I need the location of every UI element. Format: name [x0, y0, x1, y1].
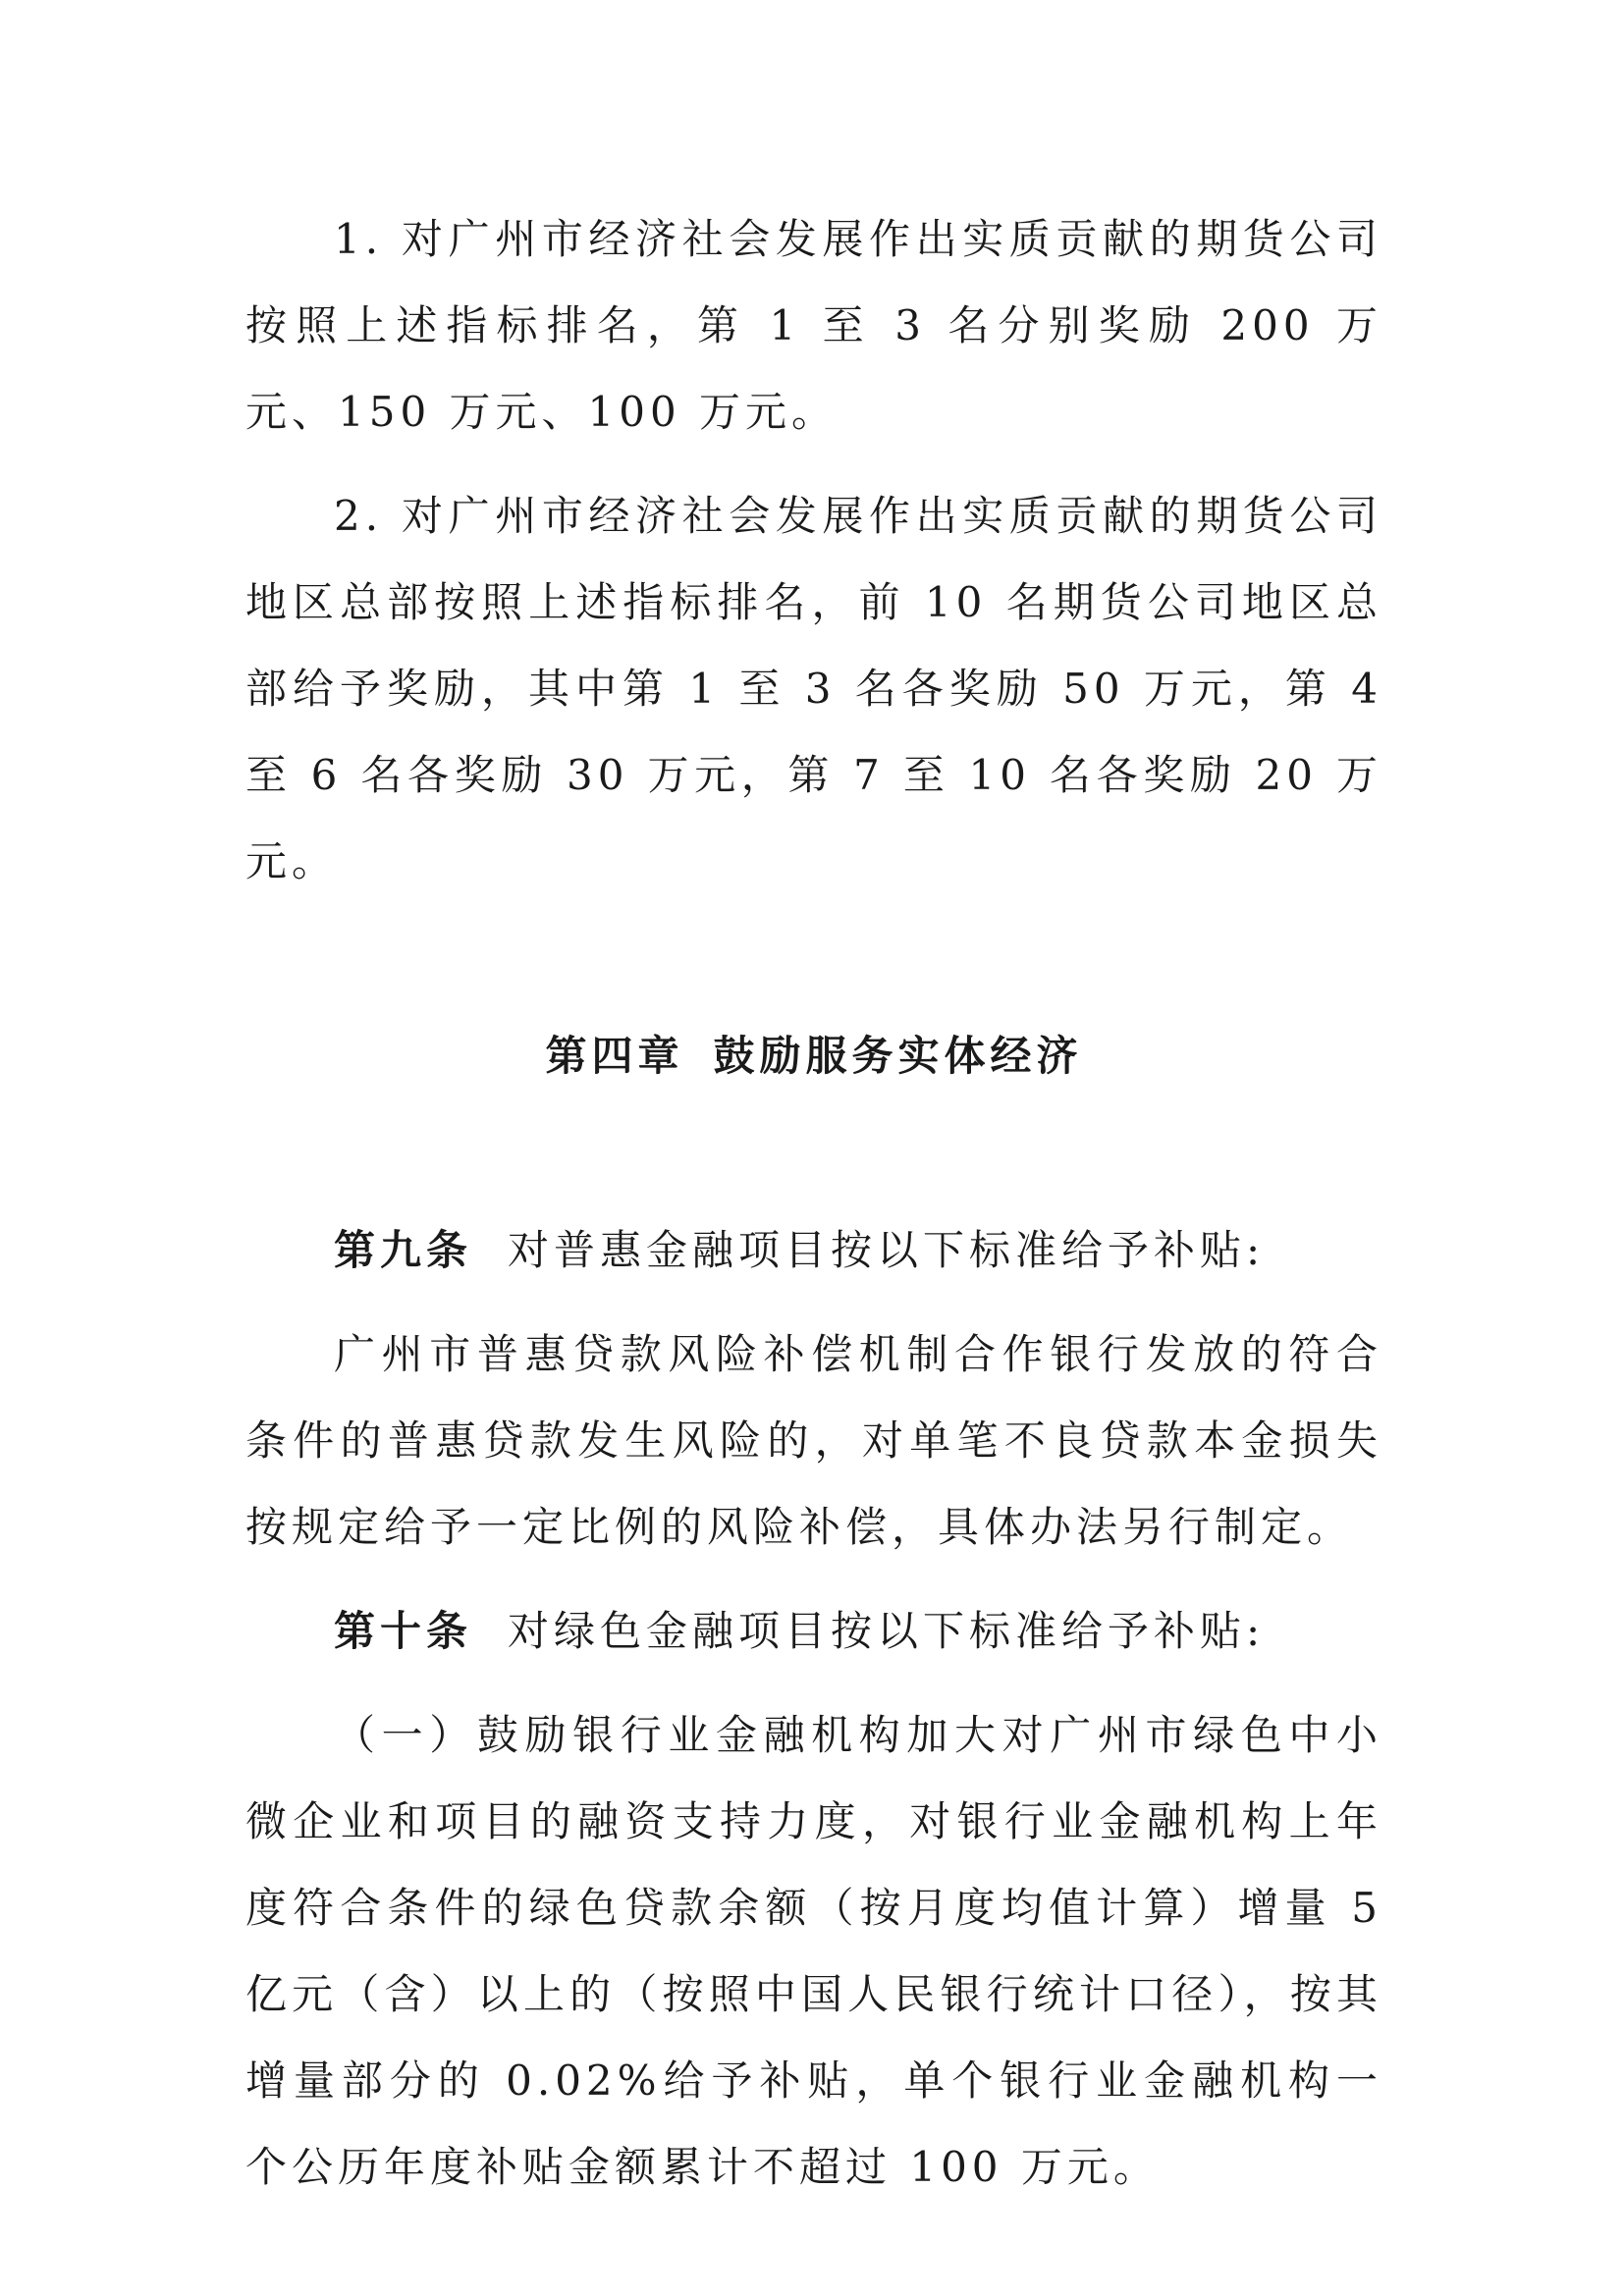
chapter-heading [245, 1013, 1382, 1099]
article-10-body: （一）鼓励银行业金融机构加大对广州市绿色中小微企业和项目的融资支持力度，对银行业金融机构上年度符合条件的绿色贷款余额（按月度均值计算）增量 5 亿元（含）以上的（按照中国人民银行统计口径），按其增量部分的 0.02%给予补贴，单个银行业金融机构一个公历年度补贴金额累计不超过 100 万元。 [245, 1711, 1382, 2191]
chapter-number: 第四章 [545, 1032, 684, 1080]
chapter-title: 鼓励服务实体经济 [713, 1032, 1083, 1080]
page-body [245, 196, 1382, 2211]
article-10-lead: 对绿色金融项目按以下标准给予补贴: [508, 1607, 1266, 1655]
article-9-body: 广州市普惠贷款风险补偿机制合作银行发放的符合条件的普惠贷款发生风险的，对单笔不良贷款本金损失按规定给予一定比例的风险补偿，具体办法另行制定。 [245, 1330, 1382, 1551]
article-9-heading [245, 1207, 1382, 1294]
paragraph-item-1: 1. 对广州市经济社会发展作出实质贡献的期货公司按照上述指标排名，第 1 至 3 名分别奖励 200 万元、150 万元、100 万元。 [245, 215, 1382, 436]
article-9-lead: 对普惠金融项目按以下标准给予补贴: [508, 1226, 1266, 1274]
article-10-heading [245, 1588, 1382, 1675]
paragraph-item-2: 2. 对广州市经济社会发展作出实质贡献的期货公司地区总部按照上述指标排名，前 10 名期货公司地区总部给予奖励，其中第 1 至 3 名各奖励 50 万元，第 4 至 6 名各奖励 30 万元，第 7 至 10 名各奖励 20 万元。 [245, 492, 1382, 885]
article-10-label: 第十条 [334, 1607, 473, 1655]
article-9-label: 第九条 [334, 1226, 473, 1274]
